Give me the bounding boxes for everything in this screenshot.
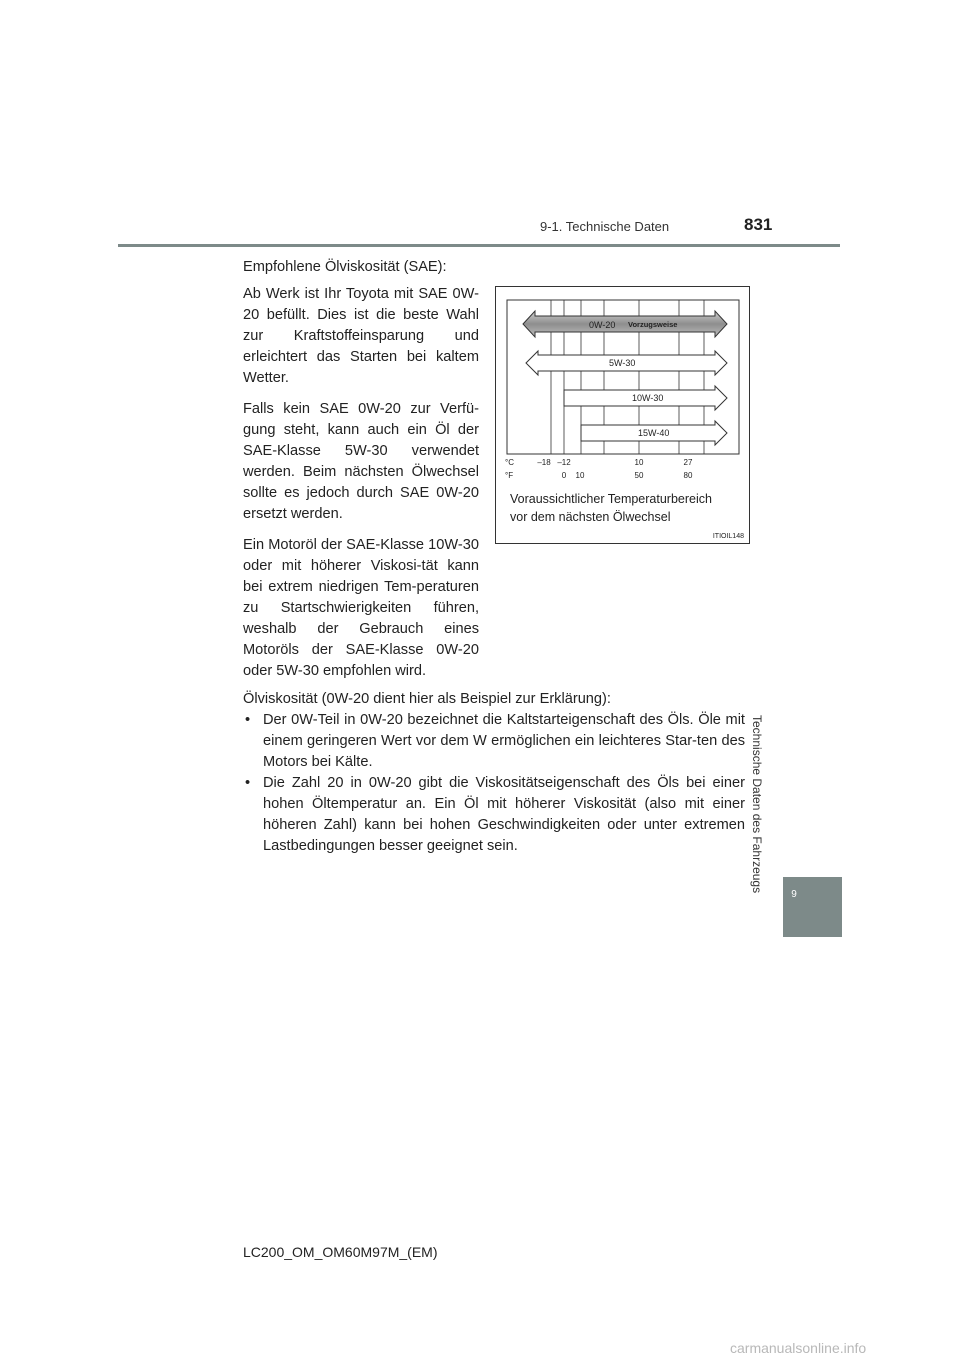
caption-line-1: Voraussichtlicher Temperaturbereich [510, 492, 712, 506]
tick-c-0: –18 [537, 458, 551, 467]
bullet-cold-start [243, 710, 745, 773]
chapter-number: 9 [791, 889, 797, 900]
tick-f-2: 50 [634, 471, 644, 480]
fahrenheit-unit: °F [505, 471, 514, 480]
tick-f-1: 10 [575, 471, 585, 480]
bar-label-0w20: 0W-20 [589, 320, 616, 330]
page-number: 831 [744, 215, 773, 234]
paragraph-cold-start: Ein Motoröl der SAE-Klasse 10W-30 oder mit höherer Viskosi-tät kann bei extrem niedrigen Tem-peraturen zu Startschwierigkeiten führen, weshalb der Gebrauch eines Motoröls der SAE-Klasse 0W-20 oder 5W-30 empfohlen wird. [243, 537, 479, 679]
bar-label-10w30: 10W-30 [632, 393, 664, 403]
viscosity-diagram [496, 287, 749, 543]
bar-extra-0w20: Vorzugsweise [628, 320, 678, 329]
celsius-unit: °C [505, 458, 514, 467]
paragraph-alternative-oil: Falls kein SAE 0W-20 zur Verfü-gung steht, kann auch ein Öl der SAE-Klasse 5W-30 verwendet werden. Beim nächsten Ölwechsel sollte es jedoch durch SAE 0W-20 ersetzt werden. [243, 401, 479, 522]
explanation-intro: Ölviskosität (0W-20 dient hier als Beispiel zur Erklärung): [243, 691, 611, 707]
section-heading: Empfohlene Ölviskosität (SAE): [243, 259, 447, 275]
bullet-glyph: • [245, 712, 251, 728]
caption-line-2: vor dem nächsten Ölwechsel [510, 510, 671, 524]
header-rule [118, 244, 840, 247]
bullet-text-1: Der 0W-Teil in 0W-20 bezeichnet die Kaltstarteigenschaft des Öls. Öle mit einem geringeren Wert vor dem W ermöglichen ein leichteres Star-ten des Motors bei Kälte. [263, 712, 745, 770]
chapter-tab [783, 877, 842, 937]
bullet-glyph: • [245, 775, 251, 791]
bullet-text-2: Die Zahl 20 in 0W-20 gibt die Viskositätseigenschaft des Öls bei einer hohen Öltemperatur an. Ein Öl mit höherer Viskosität (also mit einer höheren Zahl) kann bei hohen Geschwindigkeiten oder unter extremen Lastbedingungen besser geeignet sein. [263, 775, 745, 854]
paragraph-factory-fill: Ab Werk ist Ihr Toyota mit SAE 0W-20 befüllt. Dies ist die beste Wahl zur Kraftstoffeinsparung und erleichtert das Starten bei kaltem Wetter. [243, 286, 479, 386]
bullet-hot-viscosity [243, 773, 745, 857]
tick-c-3: 27 [683, 458, 693, 467]
bar-label-5w30: 5W-30 [609, 358, 636, 368]
watermark: carmanualsonline.info [730, 1340, 867, 1356]
tick-f-0: 0 [561, 471, 567, 480]
text-column [243, 284, 479, 692]
bar-label-15w40: 15W-40 [638, 428, 670, 438]
tick-c-2: 10 [634, 458, 644, 467]
tick-c-1: –12 [557, 458, 571, 467]
document-code: LC200_OM_OM60M97M_(EM) [243, 1244, 438, 1260]
tick-f-3: 80 [683, 471, 693, 480]
explanation-block [243, 689, 745, 857]
section-title: 9-1. Technische Daten [540, 219, 670, 234]
side-tab-label: Technische Daten des Fahrzeugs [750, 715, 764, 894]
viscosity-figure [495, 286, 750, 544]
figure-code: ITIOIL148 [712, 533, 744, 540]
bar-0w20 [523, 311, 727, 337]
